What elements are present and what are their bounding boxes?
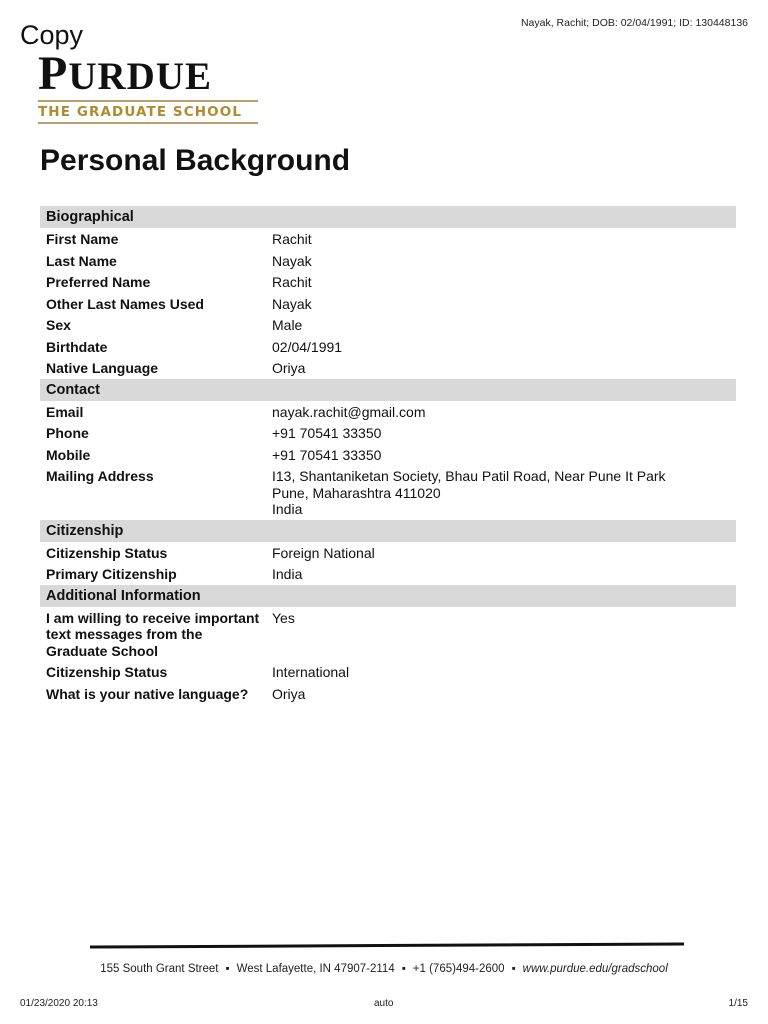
field-row-text-messages-consent — [40, 607, 736, 662]
applicant-header-info: Nayak, Rachit; DOB: 02/04/1991; ID: 130448136 — [520, 17, 748, 29]
field-label: Email — [46, 403, 84, 420]
field-label: What is your native language? — [46, 685, 249, 702]
section-contact — [40, 379, 736, 520]
field-row-birthdate — [40, 336, 736, 358]
field-label: Last Name — [46, 252, 117, 269]
logo-word-rest: URDUE — [68, 55, 212, 98]
footer-city: West Lafayette, IN 47907-2114 — [236, 963, 395, 975]
footer-street: 155 South Grant Street — [100, 963, 219, 975]
field-row-mobile — [40, 444, 736, 466]
field-row-email — [40, 401, 736, 423]
field-label: Sex — [46, 317, 71, 333]
field-row-native-language — [40, 357, 736, 379]
field-value: Nayak — [272, 252, 312, 269]
print-mode: auto — [374, 998, 394, 1009]
field-value: Male — [272, 317, 303, 333]
field-value: Oriya — [272, 685, 306, 702]
field-row-phone — [40, 422, 736, 444]
field-label: Mailing Address — [46, 468, 154, 484]
section-header: Biographical — [40, 206, 736, 228]
logo-rule-bottom — [38, 122, 258, 124]
field-label: Primary Citizenship — [46, 566, 177, 582]
field-value: Yes — [272, 609, 295, 626]
field-row-sex — [40, 314, 736, 336]
field-label: Preferred Name — [46, 274, 151, 290]
section-additional-information — [40, 585, 736, 705]
field-label: First Name — [46, 231, 119, 247]
field-label: Other Last Names Used — [46, 295, 204, 312]
section-citizenship — [40, 520, 736, 585]
field-label: Birthdate — [46, 338, 108, 355]
field-label: I am willing to receive important text messages from the Graduate School — [46, 609, 260, 659]
footer-bullet: ▪ — [225, 963, 230, 975]
footer-bullet: ▪ — [511, 963, 516, 975]
field-row-first-name — [40, 228, 736, 250]
personal-background-table — [40, 206, 736, 704]
field-row-preferred-name — [40, 271, 736, 293]
section-header: Additional Information — [40, 585, 736, 607]
field-label: Citizenship Status — [46, 664, 168, 680]
field-value: I13, Shantaniketan Society, Bhau Patil Road, Near Pune It Park Pune, Maharashtra 411020 India — [272, 468, 666, 517]
field-row-primary-citizenship — [40, 563, 736, 585]
page-title: Personal Background — [40, 144, 351, 177]
print-timestamp: 01/23/2020 20:13 — [20, 998, 98, 1009]
section-header: Contact — [40, 379, 736, 401]
field-value: Oriya — [272, 360, 306, 376]
field-row-citizenship-status-2 — [40, 661, 736, 683]
field-label: Citizenship Status — [46, 544, 168, 561]
section-biographical — [40, 206, 736, 379]
copy-watermark: Copy — [20, 20, 84, 50]
field-value: Rachit — [272, 274, 312, 290]
field-row-mailing-address — [40, 465, 736, 520]
field-value: 02/04/1991 — [272, 338, 343, 355]
field-value: +91 70541 33350 — [272, 425, 382, 441]
logo-wordmark — [38, 48, 260, 98]
footer-bullet: ▪ — [401, 963, 406, 975]
field-row-other-last-names — [40, 293, 736, 315]
field-label: Mobile — [46, 446, 91, 463]
field-row-citizenship-status — [40, 542, 736, 564]
field-value: International — [272, 664, 350, 680]
field-row-last-name — [40, 250, 736, 272]
purdue-graduate-school-logo — [38, 48, 260, 124]
footer-divider — [90, 942, 684, 948]
field-value: Rachit — [272, 231, 312, 247]
field-row-native-language-question — [40, 683, 736, 705]
field-value: nayak.rachit@gmail.com — [272, 403, 426, 420]
field-value: +91 70541 33350 — [272, 446, 382, 463]
footer-address — [0, 963, 768, 975]
logo-rule-top — [38, 100, 258, 102]
field-label: Native Language — [46, 360, 159, 376]
field-value: Foreign National — [272, 544, 375, 561]
page-number: 1/15 — [728, 998, 748, 1009]
field-label: Phone — [46, 425, 89, 441]
field-value: Nayak — [272, 295, 312, 312]
field-value: India — [272, 566, 303, 582]
section-header: Citizenship — [40, 520, 736, 542]
footer-phone: +1 (765)494-2600 — [412, 963, 505, 975]
logo-initial: P — [38, 47, 69, 100]
logo-subtitle: THE GRADUATE SCHOOL — [38, 104, 243, 120]
footer-website-link[interactable]: www.purdue.edu/gradschool — [522, 963, 668, 975]
